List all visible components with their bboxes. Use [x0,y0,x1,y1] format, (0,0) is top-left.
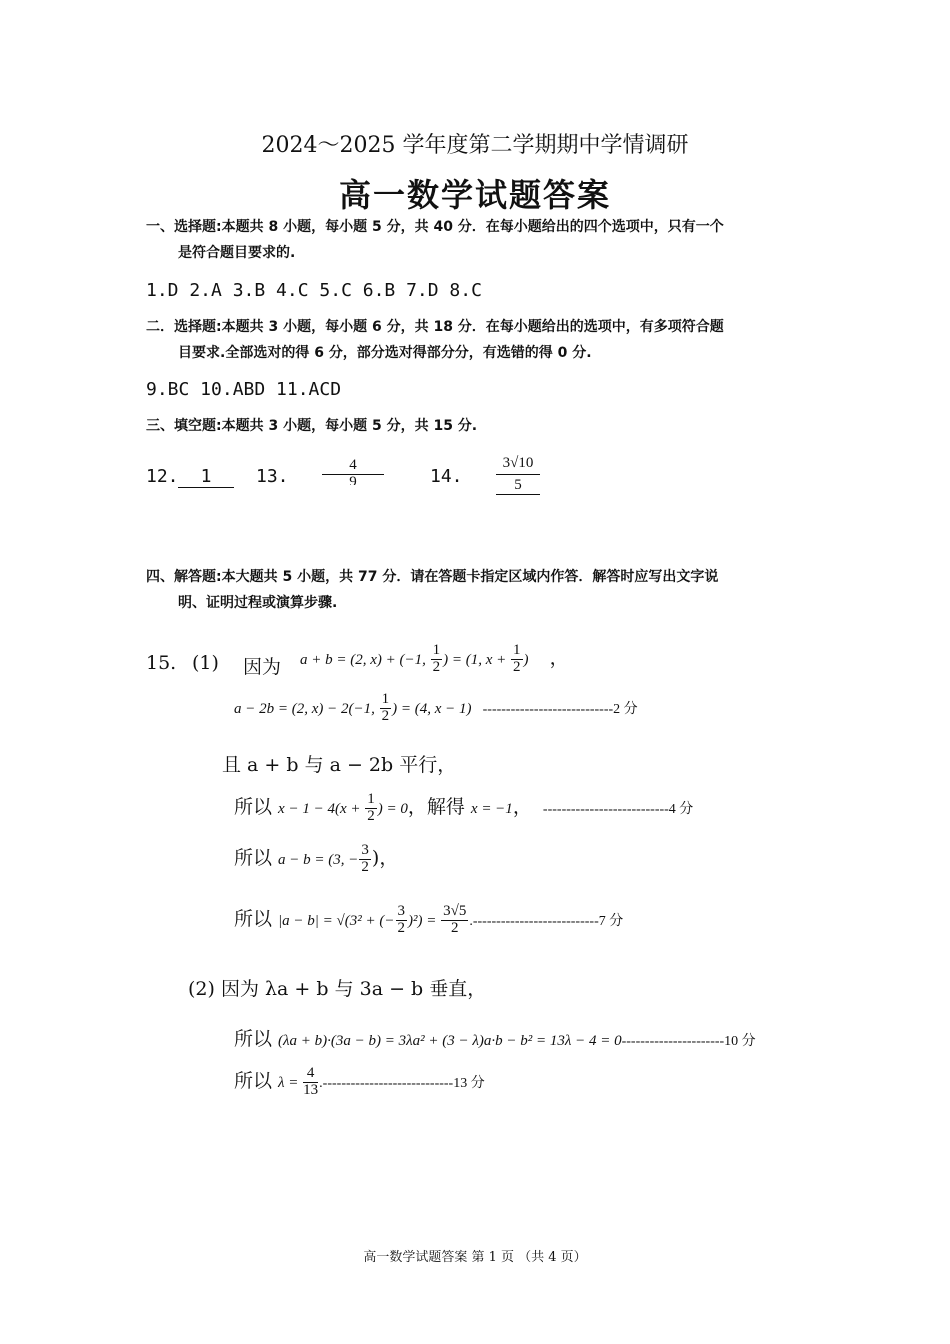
q15-part2-label: (2) [188,978,215,1000]
frac-denominator: 2 [450,920,459,936]
frac-denominator: 13 [303,1082,319,1098]
q15-line6-post: )²) = [408,913,441,929]
section2-answers: 9.BC 10.ABD 11.ACD [146,379,342,400]
q15-line2 [234,692,638,725]
q15-number: 15. [146,652,177,674]
q15-line1-frac2 [511,643,523,676]
section4-heading-line2: 明、证明过程或演算步骤. [178,595,338,611]
q15-line4-pre: 所以 [234,796,279,818]
section4-heading [146,564,718,616]
q14-numerator: 3√10 [496,455,540,475]
q13-denominator: 9 [322,474,384,485]
section3-heading: 三、填空题:本题共 3 小题，每小题 5 分，共 15 分. [146,418,478,434]
q15-line5-math: a − b = (3, − [278,852,359,868]
q15-line5-pre: 所以 [234,847,279,869]
frac-numerator: 3 [397,903,406,920]
frac-numerator: 1 [367,791,375,808]
section2-heading-line1: 二．选择题:本题共 3 小题，每小题 6 分，共 18 分．在每小题给出的选项中，有多项符合题 [146,319,724,335]
q15-line6-frac [396,904,408,937]
q15-line4-x: x = −1 [470,801,513,817]
frac-numerator: 1 [513,642,521,659]
q15-line6-pre: 所以 [234,908,279,930]
q15-line4-frac [365,792,377,825]
q14-answer [496,455,540,495]
q15-line8 [234,1024,756,1051]
q15-line4-math-pre: x − 1 − 4(x + [278,801,365,817]
q15-line4 [234,792,693,825]
q15-line2-post: ) = (4, x − 1) [392,700,472,717]
section1-answers: 1.D 2.A 3.B 4.C 5.C 6.B 7.D 8.C [146,280,482,301]
frac-numerator: 1 [381,691,390,707]
q15-line7: 因为 λa + b 与 3a − b 垂直， [220,978,487,1000]
q15-line6-math: |a − b| = √(3² + (− [278,913,395,929]
q15-line5-frac [359,843,371,876]
q12-label: 12. [146,466,179,487]
q15-line3: 且 a + b 与 a − 2b 平行， [222,754,457,776]
q15-line5 [234,843,398,876]
q15-line1-comma: ， [549,647,569,669]
q15-part1-label: (1) [192,652,219,674]
q15-because: 因为 [243,656,282,678]
section2-heading [146,314,724,366]
q15-score-4: ---------------------------4 分 [542,802,694,817]
q14-label: 14. [430,466,463,487]
q15-line9-frac [303,1066,318,1099]
q15-line8-pre: 所以 [234,1028,279,1050]
q15-part2 [188,974,486,1001]
q15-score-13: .----------------------------13 分 [319,1076,485,1091]
q15-score-2: ----------------------------2 分 [482,701,638,717]
page-title: 高一数学试题答案 [338,176,611,214]
q15-line6 [234,904,623,937]
section2-heading-line2: 目要求.全部选对的得 6 分，部分选对得部分分，有选错的得 0 分. [178,345,592,361]
frac-numerator: 1 [432,642,441,659]
q15-score-7: .---------------------------7 分 [469,914,624,929]
frac-denominator: 2 [432,659,441,675]
section4-heading-line1: 四、解答题:本大题共 5 小题，共 77 分．请在答题卡指定区域内作答．解答时应写出文字说 [146,569,719,585]
q13-numerator: 4 [349,457,357,473]
frac-numerator: 4 [303,1066,318,1083]
q15-line6-result [441,904,468,937]
q15-line1-post: ) [523,652,529,668]
q15-line1-mid: ) = (1, x + [443,652,511,668]
q15-line1-frac1 [431,643,443,676]
q15-line2-frac [380,692,392,725]
q15-line1-pre: a + b = (2, x) + (−1, [300,652,430,668]
section1-heading [146,214,724,266]
q14-denominator: 5 [496,475,540,495]
frac-numerator: 3 [361,842,369,859]
q13-answer [322,457,384,485]
q15-line9-math: λ = [278,1075,303,1091]
frac-denominator: 2 [361,859,369,875]
q15-line9 [234,1066,485,1099]
frac-denominator: 2 [381,707,390,724]
exam-subtitle: 2024～2025 学年度第二学期期中学情调研 [261,133,689,158]
q15-score-10: ----------------------10 分 [621,1034,756,1049]
q15-line8-math: (λa + b)·(3a − b) = 3λa² + (3 − λ)a·b − b² = 13λ − 4 = 0 [278,1033,622,1049]
frac-denominator: 2 [397,920,406,936]
section1-heading-line1: 一、选择题:本题共 8 小题，每小题 5 分，共 40 分．在每小题给出的四个选项中，只有一个 [146,219,724,235]
q15-line2-pre: a − 2b = (2, x) − 2(−1, [234,700,379,717]
q15-line5-post: )， [371,847,399,869]
frac-denominator: 2 [513,659,521,675]
q13-label: 13. [256,466,289,487]
q12-answer: 1 [178,466,234,488]
q15-line4-solve: ，解得 [407,796,471,818]
q15-line4-math-post: ) = 0 [377,801,408,817]
q15-line1 [300,643,569,676]
q15-line9-pre: 所以 [234,1070,279,1092]
frac-numerator: 3√5 [443,903,467,920]
q15-line4-comma: ， [512,796,532,818]
section1-heading-line2: 是符合题目要求的. [178,245,296,261]
frac-denominator: 2 [367,808,375,824]
page-footer: 高一数学试题答案 第 1 页 （共 4 页） [363,1250,587,1265]
